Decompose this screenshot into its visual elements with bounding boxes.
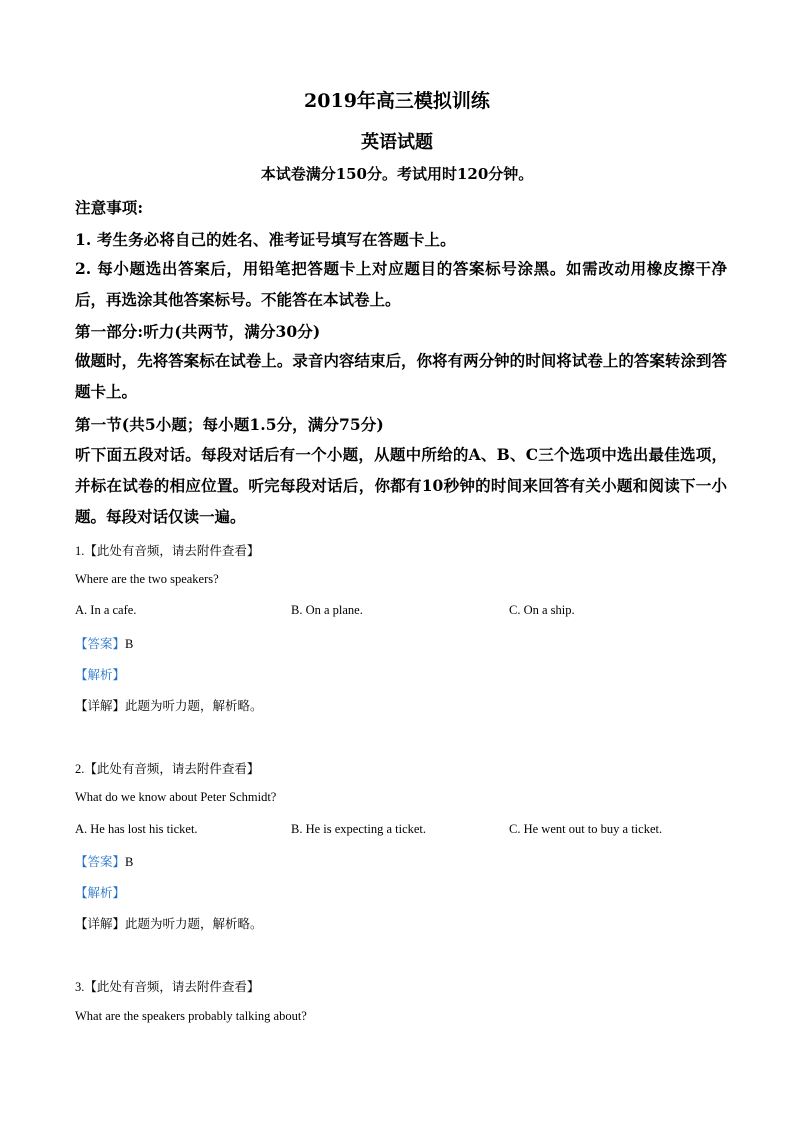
answer-value: B bbox=[125, 637, 134, 651]
subject-title: 英语试题 bbox=[361, 132, 433, 153]
audio-note: 1.【此处有音频，请去附件查看】 bbox=[75, 544, 260, 558]
analysis-tag: 【解析】 bbox=[75, 668, 126, 682]
option-c: C. On a ship. bbox=[509, 603, 575, 617]
part1-heading: 第一部分:听力(共两节，满分30分) bbox=[75, 322, 321, 341]
analysis-tag: 【解析】 bbox=[75, 886, 126, 900]
option-b: B. He is expecting a ticket. bbox=[291, 822, 427, 836]
audio-note: 2.【此处有音频，请去附件查看】 bbox=[75, 762, 260, 776]
answer-tag: 【答案】 bbox=[75, 637, 126, 651]
option-b: B. On a plane. bbox=[291, 603, 363, 617]
section1-heading: 第一节(共5小题；每小题1.5分，满分75分) bbox=[75, 415, 384, 434]
question-text: What do we know about Peter Schmidt? bbox=[75, 790, 277, 804]
option-a: A. In a cafe. bbox=[75, 603, 137, 617]
question-text: What are the speakers probably talking about? bbox=[75, 1009, 307, 1023]
option-a: A. He has lost his ticket. bbox=[75, 822, 198, 836]
note-item-2: 2. 每小题选出答案后，用铅笔把答题卡上对应题目的答案标号涂黑。如需改动用橡皮擦干净后，再选涂其他答案标号。不能答在本试卷上。 bbox=[75, 259, 727, 309]
detail-text: 【详解】此题为听力题，解析略。 bbox=[75, 917, 263, 931]
question-text: Where are the two speakers? bbox=[75, 572, 219, 586]
option-c: C. He went out to buy a ticket. bbox=[509, 822, 663, 836]
answer-line bbox=[75, 634, 133, 652]
exam-title: 2019年高三模拟训练 bbox=[304, 90, 490, 112]
part1-instruction: 做题时，先将答案标在试卷上。录音内容结束后，你将有两分钟的时间将试卷上的答案转涂到答题卡上。 bbox=[75, 351, 727, 401]
note-item-1: 1. 考生务必将自己的姓名、准考证号填写在答题卡上。 bbox=[75, 230, 456, 249]
section1-instruction: 听下面五段对话。每段对话后有一个小题，从题中所给的A、B、C三个选项中选出最佳选项，并标在试卷的相应位置。听完每段对话后，你都有10秒钟的时间来回答有关小题和阅读下一小题。每段对话仅读一遍。 bbox=[75, 445, 727, 526]
detail-text: 【详解】此题为听力题，解析略。 bbox=[75, 699, 263, 713]
notes-heading: 注意事项: bbox=[75, 198, 144, 217]
answer-value: B bbox=[125, 855, 134, 869]
answer-line bbox=[75, 852, 133, 870]
audio-note: 3.【此处有音频，请去附件查看】 bbox=[75, 980, 260, 994]
exam-info: 本试卷满分150分。考试用时120分钟。 bbox=[260, 165, 534, 183]
answer-tag: 【答案】 bbox=[75, 855, 126, 869]
